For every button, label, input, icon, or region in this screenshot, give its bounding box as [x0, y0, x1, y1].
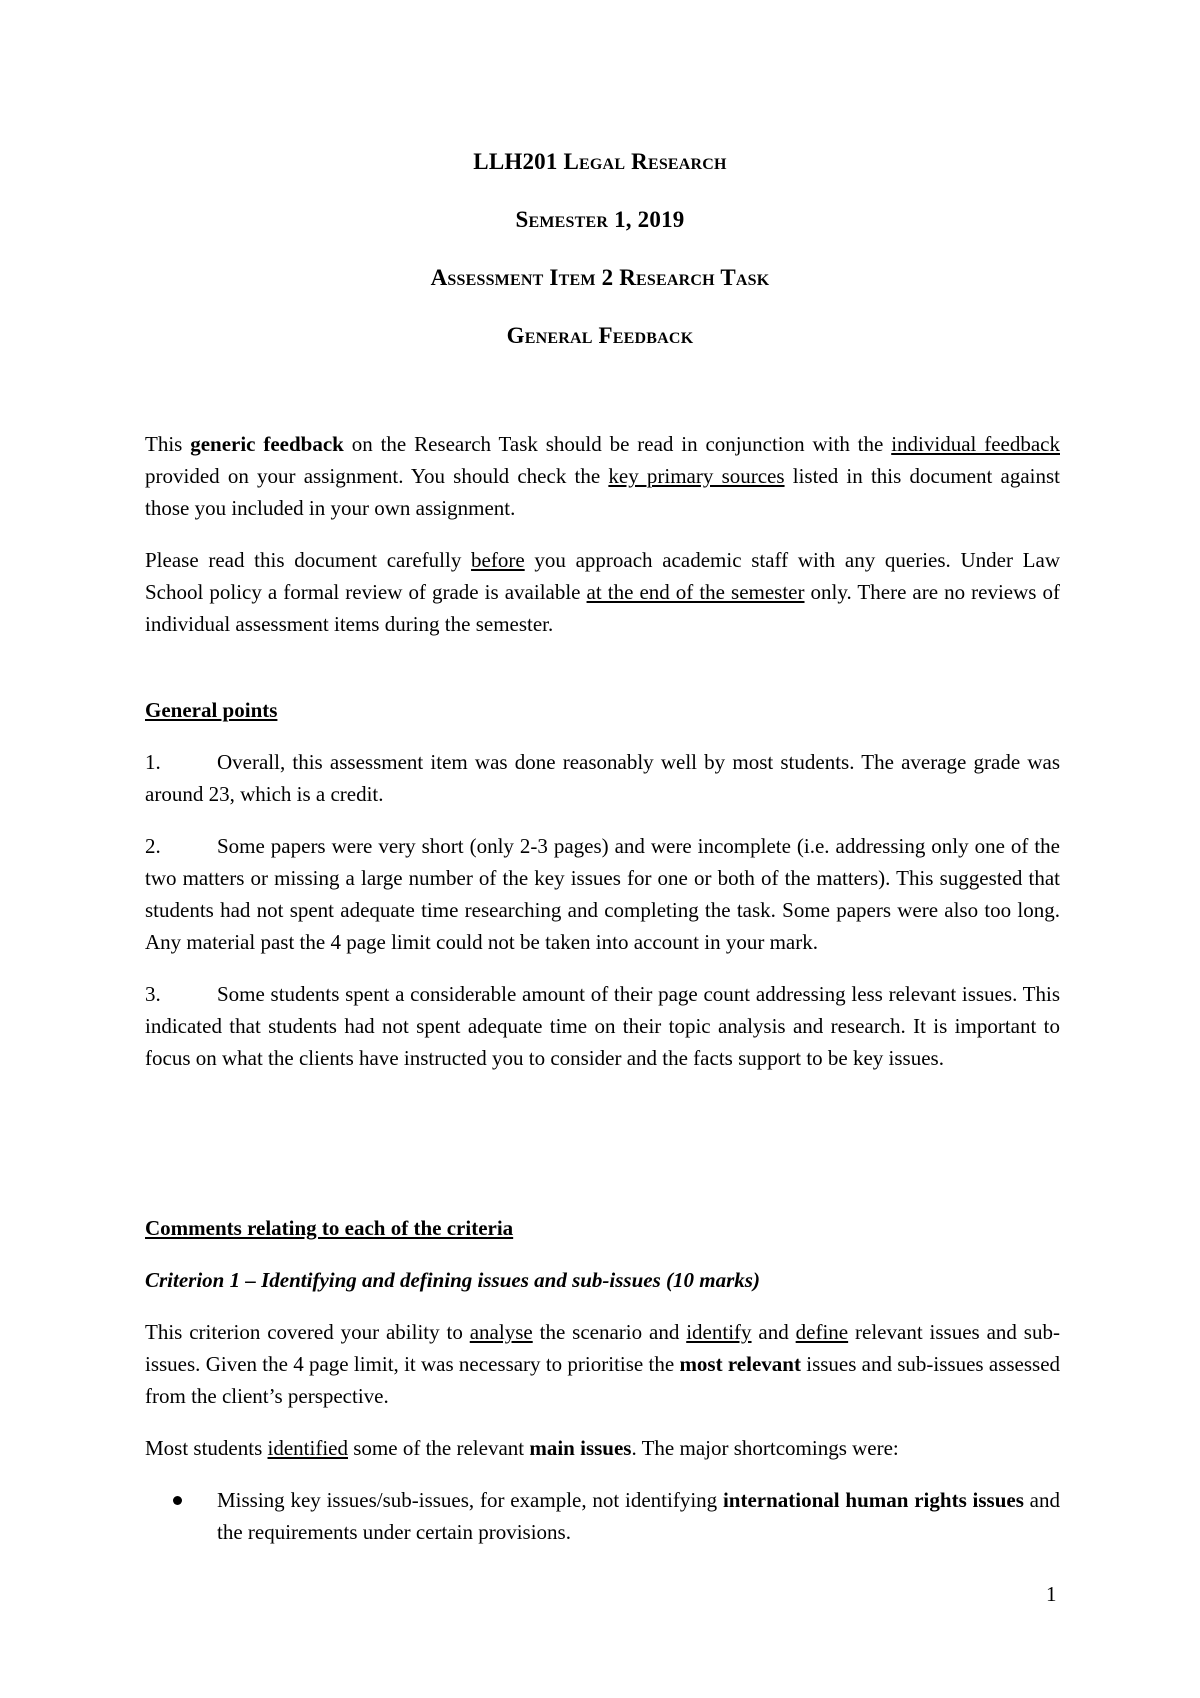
general-points-heading: General points: [145, 698, 278, 722]
text-run: Most students: [145, 1436, 268, 1460]
text-run: . The major shortcomings were:: [631, 1436, 899, 1460]
text-run-underline: define: [795, 1320, 849, 1344]
text-run-underline: identify: [686, 1320, 752, 1344]
course-title: LLH201 Legal Research: [473, 149, 727, 174]
criterion-1-title: Criterion 1 – Identifying and defining issues and sub-issues (10 marks): [145, 1268, 760, 1292]
feedback-title: General Feedback: [506, 323, 694, 348]
criterion-1-paragraph-1: [145, 1316, 1060, 1412]
text-run: you approach academic staff with any queries. Under Law School policy a formal review of grade is available: [145, 548, 1060, 604]
title-block: [0, 148, 1200, 380]
text-run: on the Research Task should be read in conjunction with the: [343, 432, 892, 456]
text-run-bold: international human rights issues: [722, 1488, 1024, 1512]
criterion-1-paragraph-2: [145, 1432, 1060, 1464]
intro-section: [145, 428, 1060, 640]
text-run-underline: identified: [267, 1436, 348, 1460]
criteria-section: [145, 1212, 1060, 1548]
point-text: Overall, this assessment item was done reasonably well by most students. The average grade was around 23, which is a credit.: [145, 750, 1060, 806]
text-run-underline: analyse: [469, 1320, 533, 1344]
intro-paragraph-2: [145, 544, 1060, 640]
text-run-underline: key primary sources: [608, 464, 785, 488]
point-text: Some papers were very short (only 2-3 pages) and were incomplete (i.e. addressing only one of the two matters or missing a large number of the key issues for one or both of the matters). This suggested that students had not spent adequate time researching and completing the task. Some papers were also too long. Any material past the 4 page limit could not be taken into account in your mark.: [145, 834, 1060, 954]
text-run-underline: at the end of the semester: [586, 580, 805, 604]
general-point-1: [145, 746, 1060, 810]
text-run: the scenario and: [532, 1320, 687, 1344]
text-run: This criterion covered your ability to: [145, 1320, 470, 1344]
bullet-icon: [173, 1496, 182, 1505]
point-number: 1.: [145, 750, 161, 774]
page-number: 1: [1046, 1582, 1057, 1606]
text-run: listed in this document against those you included in your own assignment.: [145, 464, 1060, 520]
general-point-2: [145, 830, 1060, 958]
text-run: Please read this document carefully: [145, 548, 472, 572]
text-run: and the requirements under certain provisions.: [217, 1488, 1060, 1544]
text-run: This: [145, 432, 191, 456]
point-number: 2.: [145, 834, 161, 858]
general-points-section: [145, 694, 1060, 1074]
text-run: only. There are no reviews of individual assessment items during the semester.: [145, 580, 1060, 636]
text-run: issues and sub-issues assessed from the client’s perspective.: [145, 1352, 1061, 1408]
text-run: relevant issues and sub-issues. Given the 4 page limit, it was necessary to prioritise the: [145, 1320, 1060, 1376]
text-run-bold: generic feedback: [190, 432, 344, 456]
text-run-underline: individual feedback: [891, 432, 1060, 456]
criteria-heading: Comments relating to each of the criteria: [145, 1216, 514, 1240]
general-point-3: [145, 978, 1060, 1074]
point-number: 3.: [145, 982, 161, 1006]
text-run-bold: most relevant: [679, 1352, 801, 1376]
semester-title: Semester 1, 2019: [515, 207, 685, 232]
point-text: Some students spent a considerable amount of their page count addressing less relevant issues. This indicated that students had not spent adequate time on their topic analysis and research. It is important to focus on what the clients have instructed you to consider and the facts support to be key issues.: [145, 982, 1060, 1070]
text-run: and: [751, 1320, 796, 1344]
text-run: some of the relevant: [348, 1436, 530, 1460]
criterion-1-bullet-1: [145, 1484, 1060, 1548]
assessment-title: Assessment Item 2 Research Task: [430, 265, 770, 290]
text-run-bold: main issues: [529, 1436, 632, 1460]
intro-paragraph-1: [145, 428, 1060, 524]
text-run: Missing key issues/sub-issues, for example, not identifying: [217, 1488, 723, 1512]
text-run-underline: before: [471, 548, 525, 572]
text-run: provided on your assignment. You should check the: [145, 464, 609, 488]
